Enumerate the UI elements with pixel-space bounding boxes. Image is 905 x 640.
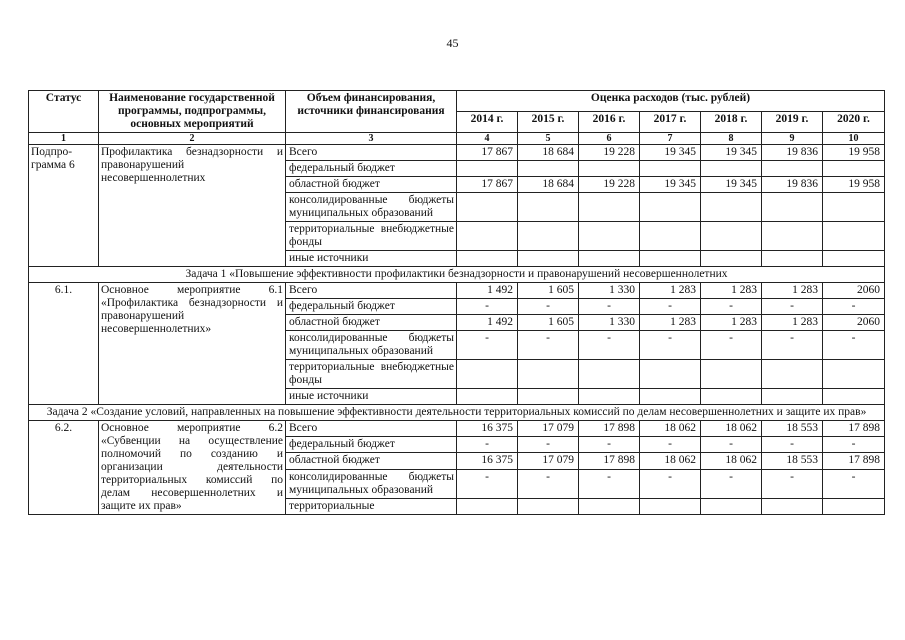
value-cell (823, 360, 885, 389)
funding-source: федеральный бюджет (286, 437, 457, 453)
value-cell (701, 222, 762, 251)
value-cell (640, 161, 701, 177)
value-cell: 18 062 (701, 421, 762, 437)
value-cell: 17 898 (823, 453, 885, 469)
funding-source: территориальные (286, 498, 457, 514)
header-status: Статус (29, 91, 99, 133)
value-cell: 18 553 (762, 453, 823, 469)
value-cell (457, 222, 518, 251)
value-cell: - (640, 437, 701, 453)
value-cell: 17 079 (518, 453, 579, 469)
column-number: 2 (99, 133, 286, 145)
value-cell: 1 492 (457, 283, 518, 299)
funding-source: областной бюджет (286, 177, 457, 193)
value-cell (457, 498, 518, 514)
header-volume: Объем финансирования, источники финансирования (286, 91, 457, 133)
value-cell: - (518, 331, 579, 360)
value-cell (823, 222, 885, 251)
value-cell: - (701, 299, 762, 315)
value-cell: 1 283 (701, 315, 762, 331)
value-cell: 19 345 (701, 177, 762, 193)
value-cell: - (823, 469, 885, 498)
value-cell (457, 360, 518, 389)
value-cell: - (579, 437, 640, 453)
value-cell (518, 193, 579, 222)
value-cell: 19 836 (762, 177, 823, 193)
value-cell (762, 193, 823, 222)
value-cell (823, 161, 885, 177)
value-cell: 18 553 (762, 421, 823, 437)
value-cell: - (762, 331, 823, 360)
value-cell (640, 389, 701, 405)
value-cell (518, 498, 579, 514)
value-cell (701, 389, 762, 405)
value-cell (579, 360, 640, 389)
value-cell: - (518, 299, 579, 315)
value-cell (640, 360, 701, 389)
value-cell (518, 222, 579, 251)
value-cell: - (518, 469, 579, 498)
value-cell: - (640, 331, 701, 360)
value-cell (518, 251, 579, 267)
value-cell: - (579, 299, 640, 315)
funding-source: Всего (286, 283, 457, 299)
value-cell: 1 605 (518, 283, 579, 299)
value-cell: 19 345 (640, 177, 701, 193)
funding-source: областной бюджет (286, 315, 457, 331)
value-cell (823, 498, 885, 514)
header-year: 2015 г. (518, 112, 579, 133)
value-cell (518, 389, 579, 405)
value-cell: 17 898 (579, 453, 640, 469)
value-cell: 17 898 (579, 421, 640, 437)
funding-source: федеральный бюджет (286, 161, 457, 177)
column-number: 6 (579, 133, 640, 145)
value-cell: 19 228 (579, 177, 640, 193)
value-cell: - (640, 299, 701, 315)
value-cell (762, 251, 823, 267)
header-year: 2014 г. (457, 112, 518, 133)
funding-source: консолидированные бюджеты муниципальных образований (286, 193, 457, 222)
value-cell (457, 193, 518, 222)
column-number: 3 (286, 133, 457, 145)
value-cell: - (762, 437, 823, 453)
header-year: 2017 г. (640, 112, 701, 133)
value-cell: 17 867 (457, 145, 518, 161)
value-cell: 18 062 (640, 453, 701, 469)
value-cell: 1 330 (579, 315, 640, 331)
value-cell: 2060 (823, 283, 885, 299)
value-cell: - (823, 331, 885, 360)
header-year: 2020 г. (823, 112, 885, 133)
funding-source: территориальные внебюджетные фонды (286, 222, 457, 251)
value-cell: - (457, 331, 518, 360)
funding-source: консолидированные бюджеты муниципальных образований (286, 469, 457, 498)
value-cell (762, 161, 823, 177)
value-cell (762, 498, 823, 514)
value-cell: 17 867 (457, 177, 518, 193)
value-cell: - (457, 437, 518, 453)
funding-source: иные источники (286, 251, 457, 267)
value-cell: 1 283 (640, 315, 701, 331)
value-cell: 19 958 (823, 177, 885, 193)
row-program-name: Основное мероприятие 6.2 «Субвенции на осуществление полномочий по созданию и организации деятельности территориальных комиссий по делам несовершеннолетних и защите их прав» (99, 421, 286, 515)
value-cell: 16 375 (457, 453, 518, 469)
value-cell: 19 228 (579, 145, 640, 161)
row-program-name: Основное мероприятие 6.1 «Профилактика безнадзорности и правонарушений несовершеннолетних» (99, 283, 286, 405)
header-estimate: Оценка расходов (тыс. рублей) (457, 91, 885, 112)
value-cell (640, 193, 701, 222)
row-status: 6.1. (29, 283, 99, 405)
value-cell: - (823, 299, 885, 315)
column-number: 8 (701, 133, 762, 145)
value-cell: 2060 (823, 315, 885, 331)
value-cell: 18 062 (640, 421, 701, 437)
value-cell: 1 492 (457, 315, 518, 331)
value-cell: - (823, 437, 885, 453)
value-cell (640, 222, 701, 251)
value-cell: - (579, 469, 640, 498)
value-cell (457, 389, 518, 405)
value-cell (701, 161, 762, 177)
value-cell (518, 161, 579, 177)
value-cell (579, 161, 640, 177)
value-cell: 19 836 (762, 145, 823, 161)
table-row (29, 421, 885, 437)
task-title: Задача 2 «Создание условий, направленных на повышение эффективности деятельности территориальных комиссий по делам несовершеннолетних и защите их прав» (29, 405, 885, 421)
value-cell: 18 684 (518, 177, 579, 193)
column-number: 4 (457, 133, 518, 145)
table-body (29, 145, 885, 515)
header-name: Наименование государственной программы, подпрограммы, основных мероприятий (99, 91, 286, 133)
value-cell (579, 222, 640, 251)
value-cell: - (457, 469, 518, 498)
value-cell: 18 684 (518, 145, 579, 161)
value-cell (579, 193, 640, 222)
task-row (29, 267, 885, 283)
value-cell: 1 283 (640, 283, 701, 299)
value-cell (579, 498, 640, 514)
page-number: 45 (446, 36, 459, 50)
value-cell (701, 251, 762, 267)
value-cell: 1 283 (701, 283, 762, 299)
value-cell: 16 375 (457, 421, 518, 437)
value-cell: 17 898 (823, 421, 885, 437)
header-year: 2019 г. (762, 112, 823, 133)
row-status: 6.2. (29, 421, 99, 515)
value-cell: 19 958 (823, 145, 885, 161)
value-cell (762, 389, 823, 405)
value-cell: 19 345 (701, 145, 762, 161)
value-cell (701, 360, 762, 389)
value-cell (579, 251, 640, 267)
financing-table (28, 90, 885, 515)
table-row (29, 145, 885, 161)
value-cell (701, 193, 762, 222)
value-cell: 17 079 (518, 421, 579, 437)
column-number: 9 (762, 133, 823, 145)
value-cell (823, 251, 885, 267)
column-numbers-row (29, 133, 885, 145)
value-cell: - (762, 299, 823, 315)
value-cell (823, 389, 885, 405)
value-cell: - (701, 469, 762, 498)
column-number: 10 (823, 133, 885, 145)
value-cell: - (579, 331, 640, 360)
value-cell: - (762, 469, 823, 498)
funding-source: консолидированные бюджеты муниципальных образований (286, 331, 457, 360)
task-row (29, 405, 885, 421)
header-row (29, 91, 885, 112)
row-status: Подпро-грамма 6 (29, 145, 99, 267)
funding-source: федеральный бюджет (286, 299, 457, 315)
column-number: 1 (29, 133, 99, 145)
value-cell (762, 360, 823, 389)
value-cell: 1 283 (762, 315, 823, 331)
value-cell: - (518, 437, 579, 453)
value-cell (518, 360, 579, 389)
task-title: Задача 1 «Повышение эффективности профилактики безнадзорности и правонарушений несовершеннолетних (29, 267, 885, 283)
value-cell: 1 330 (579, 283, 640, 299)
header-year: 2016 г. (579, 112, 640, 133)
table-row (29, 283, 885, 299)
value-cell (640, 498, 701, 514)
header-year: 2018 г. (701, 112, 762, 133)
row-program-name: Профилактика безнадзорности и правонарушений несовершеннолетних (99, 145, 286, 267)
column-number: 7 (640, 133, 701, 145)
column-number: 5 (518, 133, 579, 145)
value-cell (762, 222, 823, 251)
funding-source: областной бюджет (286, 453, 457, 469)
value-cell (701, 498, 762, 514)
value-cell: 1 605 (518, 315, 579, 331)
value-cell (579, 389, 640, 405)
value-cell: 1 283 (762, 283, 823, 299)
value-cell: - (640, 469, 701, 498)
funding-source: иные источники (286, 389, 457, 405)
value-cell: - (457, 299, 518, 315)
value-cell (640, 251, 701, 267)
value-cell: 18 062 (701, 453, 762, 469)
value-cell (823, 193, 885, 222)
value-cell (457, 251, 518, 267)
value-cell: 19 345 (640, 145, 701, 161)
value-cell: - (701, 331, 762, 360)
value-cell (457, 161, 518, 177)
value-cell: - (701, 437, 762, 453)
funding-source: Всего (286, 145, 457, 161)
funding-source: Всего (286, 421, 457, 437)
funding-source: территориальные внебюджетные фонды (286, 360, 457, 389)
